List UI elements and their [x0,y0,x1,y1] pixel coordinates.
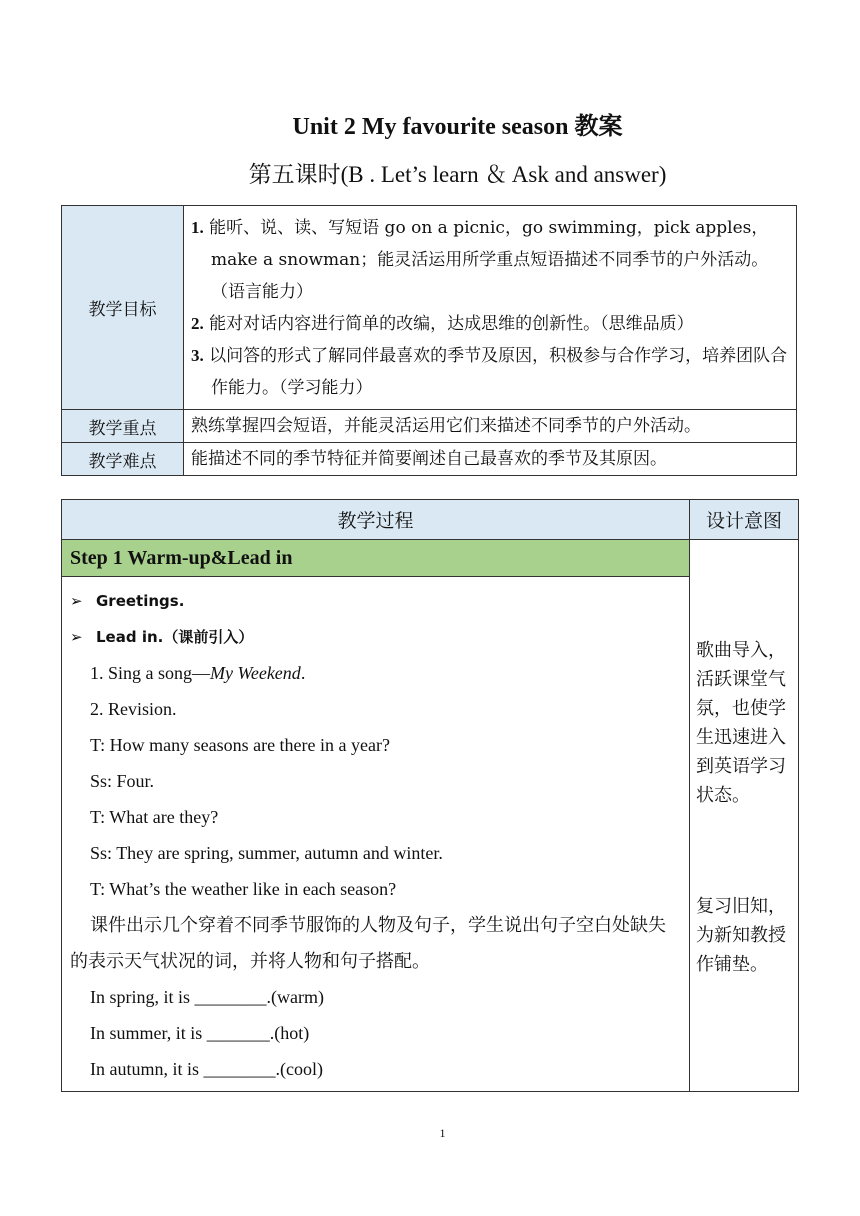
intent-note-2: 复习旧知，为新知教授作铺垫。 [696,896,786,975]
objectives-table [61,205,797,476]
process-line: 1. Sing a song—My Weekend. [90,663,306,683]
process-line: T: What are they? [90,807,219,827]
difficulty-label: 教学难点 [62,443,184,476]
goal-item-1: 1. 能听、说、读、写短语 go on a picnic，go swimming，pick apples，make a snowman；能灵活运用所学重点短语描述不同季节的户外活动。（语言能力） [191,217,769,302]
key-points-text: 熟练掌握四会短语，并能灵活运用它们来描述不同季节的户外活动。 [184,410,797,443]
bullet-greetings: ➢ Greetings. [70,583,683,619]
page-number: 1 [439,1126,446,1140]
process-line: T: How many seasons are there in a year? [90,735,390,755]
difficulty-text: 能描述不同的季节特征并简要阐述自己最喜欢的季节及其原因。 [184,443,797,476]
process-table [61,499,799,1092]
goals-cell [184,206,797,410]
design-intent-cell [690,540,799,1092]
arrow-bullet-icon: ➢ [70,592,83,610]
activity-paragraph: 课件出示几个穿着不同季节服饰的人物及句子，学生说出句子空白处缺失的表示天气状况的词，并将人物和句子搭配。 [70,915,666,971]
process-line: In autumn, it is ________.(cool) [90,1059,323,1079]
document-title: Unit 2 My favourite season 教案 [292,114,623,140]
process-line: Ss: They are spring, summer, autumn and winter. [90,843,443,863]
goal-item-2: 2. 能对对话内容进行简单的改编，达成思维的创新性。（思维品质） [191,313,694,334]
intent-column-header: 设计意图 [690,500,799,540]
intent-note-1: 歌曲导入，活跃课堂气氛，也使学生迅速进入到英语学习状态。 [696,640,786,806]
process-line: T: What’s the weather like in each season? [90,879,397,899]
process-content [62,577,690,1092]
key-points-label: 教学重点 [62,410,184,443]
bullet-lead-in: ➢ Lead in.（课前引入） [70,619,683,655]
process-line: Ss: Four. [90,771,155,791]
process-column-header: 教学过程 [62,500,690,540]
step-heading: Step 1 Warm-up&Lead in [62,540,690,577]
document-subtitle: 第五课时(B . Let’s learn ＆ Ask and answer) [248,162,667,187]
goal-item-3: 3. 以问答的形式了解同伴最喜欢的季节及原因，积极参与合作学习，培养团队合作能力。（学习能力） [191,345,788,398]
process-line: 2. Revision. [90,699,177,719]
arrow-bullet-icon: ➢ [70,628,83,646]
goals-label: 教学目标 [62,206,184,410]
process-line: In spring, it is ________.(warm) [90,987,324,1007]
song-title: My Weekend [210,663,301,683]
process-line: In summer, it is _______.(hot) [90,1023,310,1043]
